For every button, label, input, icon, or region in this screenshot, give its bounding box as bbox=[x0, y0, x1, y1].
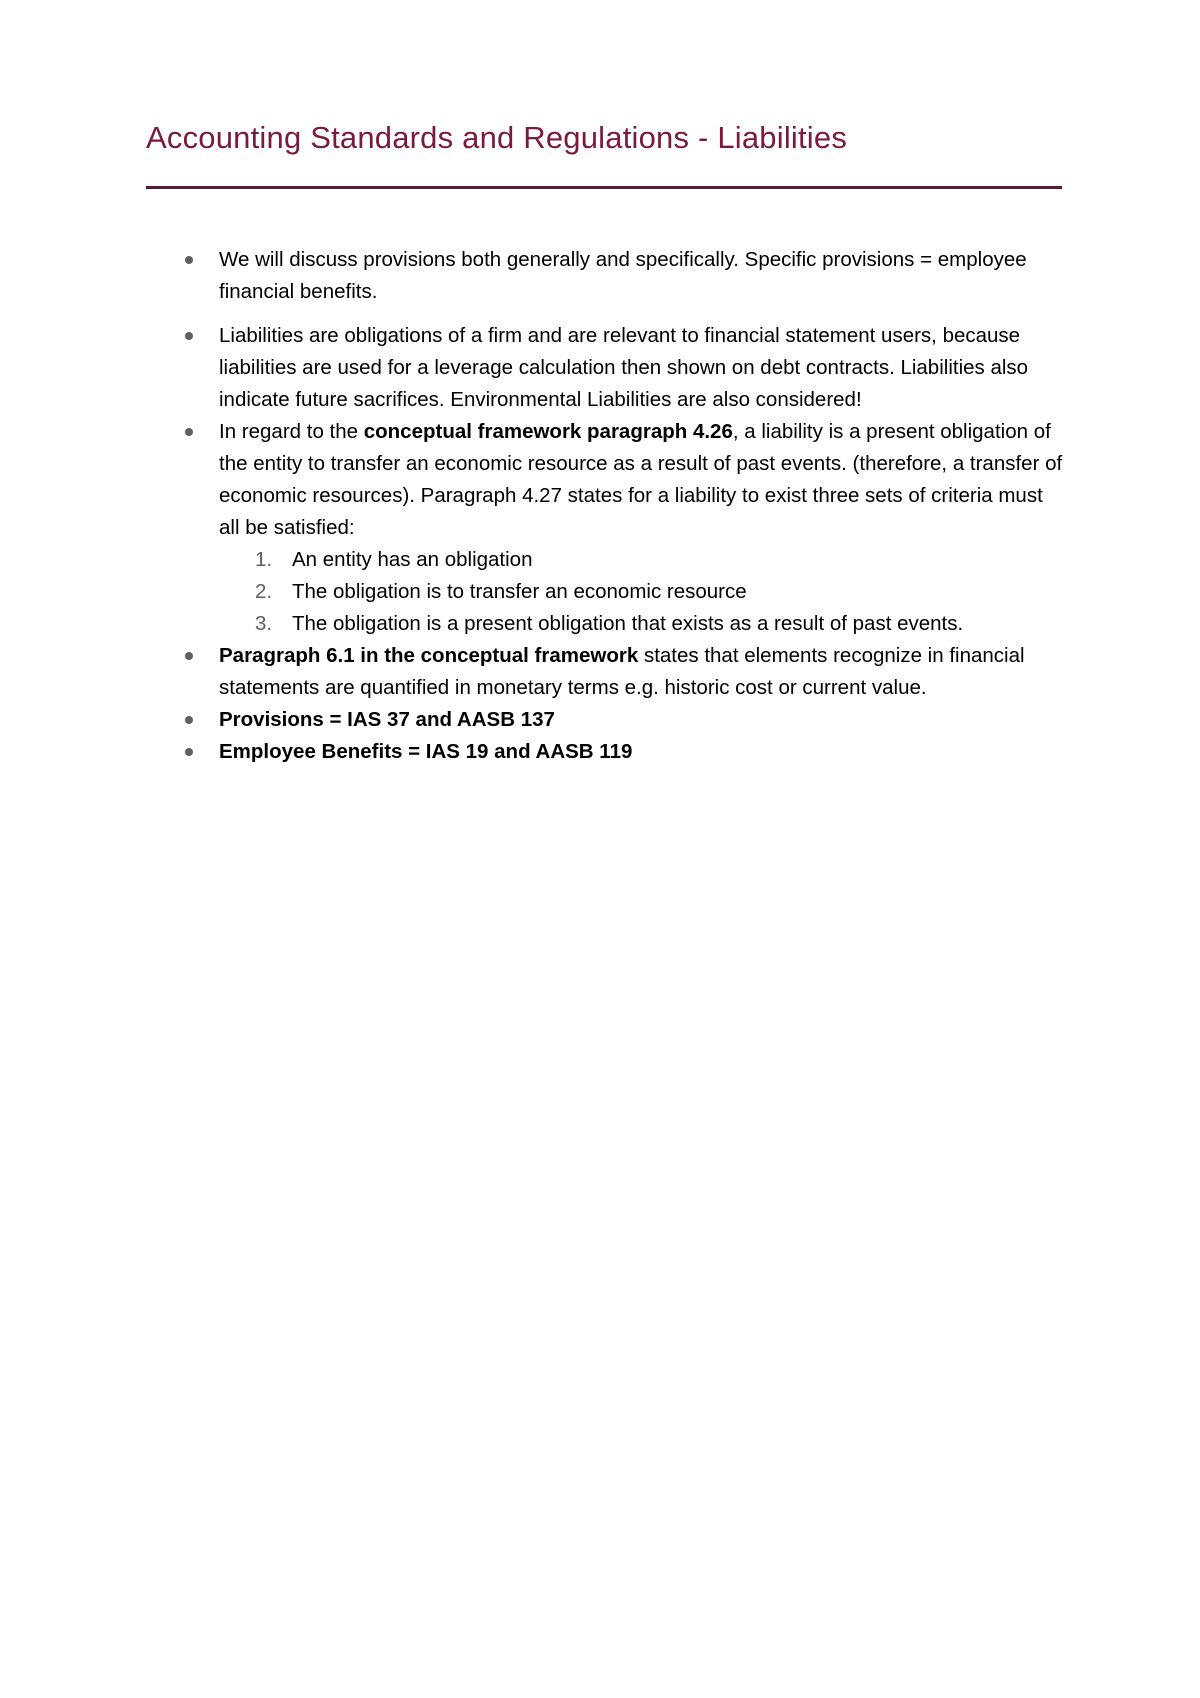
page-title: Accounting Standards and Regulations - Liabilities bbox=[146, 120, 848, 155]
list-item bbox=[146, 244, 1066, 308]
list-item-bold-text: Paragraph 6.1 in the conceptual framework bbox=[219, 644, 639, 667]
sublist-number: 3. bbox=[255, 612, 273, 635]
sublist-item bbox=[219, 544, 1066, 576]
bullet-dot-icon bbox=[185, 748, 193, 756]
list-item bbox=[146, 736, 1066, 768]
bullet-dot-icon bbox=[185, 428, 193, 436]
list-item-bold-text: Provisions = IAS 37 and AASB 137 bbox=[219, 708, 555, 731]
list-item bbox=[146, 704, 1066, 736]
sublist-item bbox=[219, 608, 1066, 640]
list-item bbox=[146, 320, 1066, 416]
list-item-text-post: , a liability is a present obligation of the entity to transfer an economic resource as a result of past events. (therefore, a transfer of economic resources). Paragraph 4.27 states for a liability to exist three sets of criteria must all be satisfied: bbox=[219, 420, 1063, 539]
list-item-bold-text: conceptual framework paragraph 4.26 bbox=[363, 420, 733, 443]
sublist-item bbox=[219, 576, 1066, 608]
bullet-dot-icon bbox=[185, 332, 193, 340]
list-item-text-pre: In regard to the bbox=[219, 420, 364, 443]
bullet-list bbox=[146, 244, 1066, 768]
list-item bbox=[146, 416, 1066, 640]
numbered-sublist bbox=[219, 544, 1066, 640]
bullet-dot-icon bbox=[185, 716, 193, 724]
sublist-item-text: The obligation is to transfer an economic resource bbox=[292, 580, 747, 603]
sublist-item-text: An entity has an obligation bbox=[292, 548, 533, 571]
bullet-dot-icon bbox=[185, 256, 193, 264]
sublist-number: 1. bbox=[255, 548, 273, 571]
sublist-item-text: The obligation is a present obligation that exists as a result of past events. bbox=[292, 612, 964, 635]
list-item-text: Liabilities are obligations of a firm and are relevant to financial statement users, because liabilities are used for a leverage calculation then shown on debt contracts. Liabilities also indicate future sacrifices. Environmental Liabilities are also considered! bbox=[219, 324, 1029, 411]
title-underline bbox=[146, 186, 1062, 189]
list-item-text: We will discuss provisions both generally and specifically. Specific provisions = employee financial benefits. bbox=[219, 248, 1027, 303]
list-item-text-post: states that elements recognize in financial statements are quantified in monetary terms e.g. historic cost or current value. bbox=[219, 644, 1025, 699]
bullet-dot-icon bbox=[185, 652, 193, 660]
list-item bbox=[146, 640, 1066, 704]
list-item-bold-text: Employee Benefits = IAS 19 and AASB 119 bbox=[219, 740, 633, 763]
sublist-number: 2. bbox=[255, 580, 273, 603]
